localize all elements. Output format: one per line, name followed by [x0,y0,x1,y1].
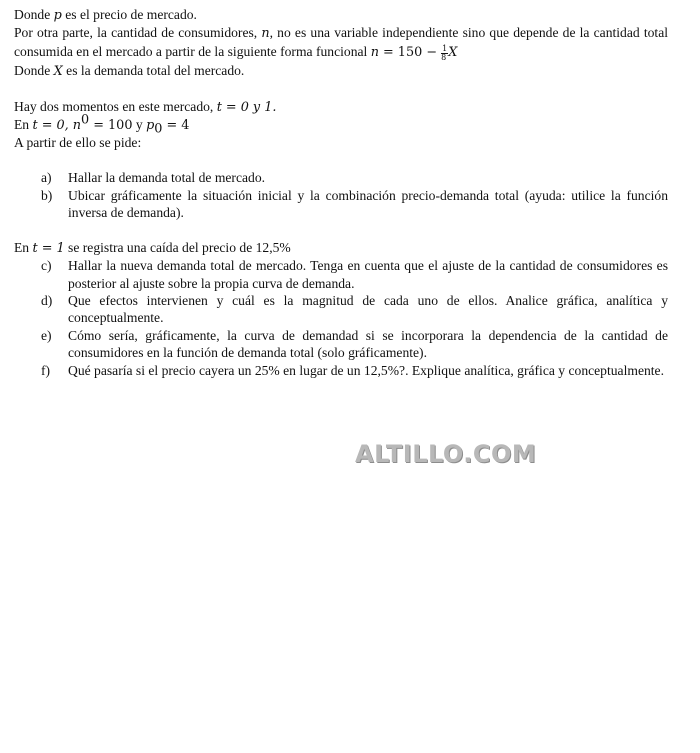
list-item [14,292,668,327]
question-list-2 [14,257,668,379]
item-marker: f) [41,362,51,378]
item-marker: b) [41,187,53,203]
intro-line-demand: Donde X es la demanda total del mercado. [14,62,245,79]
item-marker: c) [41,258,52,274]
item-marker: e) [41,327,52,343]
item-marker: d) [41,293,53,309]
initial-conditions-line: En t = 0, $n^0 = 100$ y $p_0 = 4$ [14,112,190,137]
moments-line: Hay dos momentos en este mercado, t = 0 y 1. [14,98,277,115]
item-text: Cómo sería, gráficamente, la curva de demandad si se incorporara la dependencia de la cantidad de consumidores en la función de demanda total (solo gráficamente). [68,327,668,361]
item-text: Que efectos intervienen y cuál es la magnitud de cada uno de ellos. Analice gráfica, analítica y conceptualmente. [68,293,668,326]
item-text: Hallar la demanda total de mercado. [68,170,266,186]
spacer [14,152,668,169]
item-text: Hallar la nueva demanda total de mercado. Tenga en cuenta que el ajuste de la cantidad de consumidores es posterior al ajuste sobre la propia curva de demanda. [68,258,668,291]
intro-line-price: Donde p es el precio de mercado. [14,7,197,23]
item-text: Ubicar gráficamente la situación inicial y la combinación precio-demanda total (ayuda: utilice la función inversa de demanda). [68,187,668,221]
fraction-one-eighth: $\frac{1}{8}$ [441,43,448,62]
spacer [14,221,668,238]
item-text: Qué pasaría si el precio cayera un 25% en lugar de un 12,5%?. Explique analítica, gráfica y conceptualmente. [68,362,664,378]
list-item [14,257,668,292]
question-list-1 [14,169,668,221]
list-item [14,327,668,362]
watermark-logo: ALTILLO.COM [355,440,537,468]
list-item [14,169,668,186]
request-line: A partir de ello se pide: [14,135,142,151]
spacer [14,80,668,97]
price-drop-line: En t = 1 se registra una caída del precio de 12,5% [14,239,291,256]
list-item [14,362,668,379]
intro-consumers-paragraph: Por otra parte, la cantidad de consumidores, n, no es una variable independiente sino que depende de la cantidad total consumida en el mercado a partir de la siguiente forma funcional n = 150 − $\frac{1}{8}$ X [14,25,669,62]
item-marker: a) [41,170,52,186]
document-body [14,6,668,379]
list-item [14,187,668,222]
